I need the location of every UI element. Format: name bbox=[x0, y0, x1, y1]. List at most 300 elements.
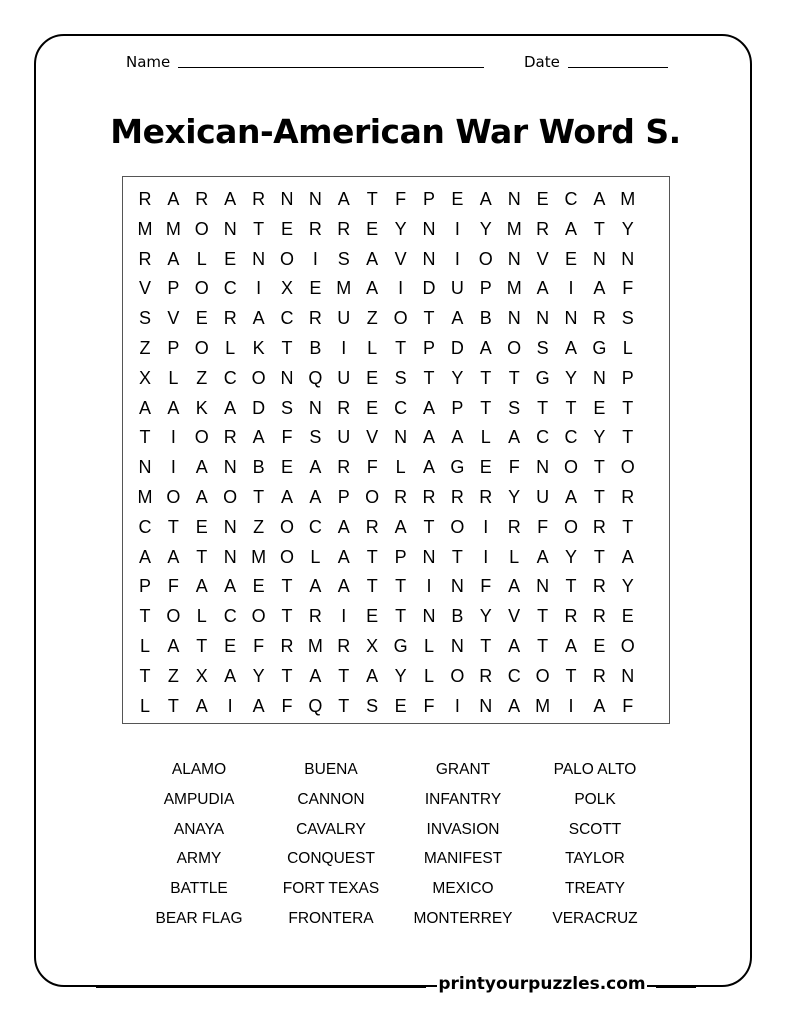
grid-cell[interactable]: T bbox=[593, 457, 605, 478]
grid-cell[interactable]: R bbox=[138, 189, 152, 209]
grid-cell[interactable]: N bbox=[422, 546, 436, 567]
grid-cell[interactable]: K bbox=[195, 397, 208, 418]
grid-cell[interactable]: A bbox=[252, 695, 265, 716]
grid-cell[interactable]: O bbox=[365, 487, 380, 507]
grid-cell[interactable]: T bbox=[139, 665, 151, 686]
grid-cell[interactable]: I bbox=[454, 218, 460, 239]
grid-cell[interactable]: A bbox=[167, 248, 180, 269]
grid-cell[interactable]: N bbox=[223, 546, 237, 567]
grid-cell[interactable]: R bbox=[138, 248, 152, 269]
grid-cell[interactable]: N bbox=[536, 457, 550, 478]
grid-cell[interactable]: A bbox=[309, 457, 322, 478]
grid-cell[interactable]: C bbox=[280, 308, 294, 329]
grid-cell[interactable]: O bbox=[279, 546, 294, 567]
grid-cell[interactable]: R bbox=[337, 457, 351, 478]
grid-cell[interactable]: E bbox=[195, 516, 208, 537]
grid-cell[interactable]: N bbox=[223, 218, 237, 239]
grid-cell[interactable]: A bbox=[564, 338, 577, 358]
grid-cell[interactable]: T bbox=[338, 695, 350, 716]
grid-cell[interactable]: A bbox=[564, 218, 577, 239]
grid-cell[interactable]: R bbox=[592, 308, 606, 329]
grid-cell[interactable]: C bbox=[507, 665, 521, 686]
grid-cell[interactable]: N bbox=[507, 189, 521, 209]
grid-cell[interactable]: A bbox=[195, 487, 208, 507]
grid-cell[interactable]: A bbox=[224, 189, 237, 209]
grid-cell[interactable]: E bbox=[394, 695, 407, 716]
grid-cell[interactable]: L bbox=[139, 636, 150, 656]
grid-cell[interactable]: A bbox=[167, 546, 180, 567]
grid-cell[interactable]: P bbox=[479, 278, 492, 299]
grid-cell[interactable]: A bbox=[479, 338, 492, 358]
grid-cell[interactable]: P bbox=[422, 189, 435, 209]
grid-cell[interactable]: Z bbox=[253, 516, 265, 537]
grid-cell[interactable]: R bbox=[592, 576, 606, 597]
grid-cell[interactable]: I bbox=[170, 457, 176, 478]
grid-cell[interactable]: Z bbox=[196, 367, 208, 388]
grid-cell[interactable]: M bbox=[137, 218, 153, 239]
grid-cell[interactable]: I bbox=[341, 338, 347, 358]
grid-cell[interactable]: E bbox=[593, 397, 606, 418]
grid-cell[interactable]: A bbox=[593, 278, 606, 299]
grid-cell[interactable]: Z bbox=[167, 665, 179, 686]
grid-cell[interactable]: L bbox=[622, 338, 633, 358]
grid-cell[interactable]: A bbox=[422, 397, 435, 418]
grid-cell[interactable]: P bbox=[621, 367, 634, 388]
grid-cell[interactable]: T bbox=[537, 397, 549, 418]
grid-cell[interactable]: N bbox=[308, 189, 322, 209]
grid-cell[interactable]: A bbox=[508, 636, 521, 656]
date-field[interactable] bbox=[568, 67, 668, 68]
grid-cell[interactable]: E bbox=[224, 248, 237, 269]
grid-cell[interactable]: N bbox=[536, 576, 550, 597]
grid-cell[interactable]: V bbox=[536, 248, 549, 269]
grid-cell[interactable]: O bbox=[450, 516, 465, 537]
grid-cell[interactable]: N bbox=[621, 248, 635, 269]
grid-cell[interactable]: Y bbox=[593, 427, 606, 448]
grid-cell[interactable]: F bbox=[622, 695, 634, 716]
grid-cell[interactable]: X bbox=[280, 278, 293, 299]
grid-cell[interactable]: M bbox=[506, 278, 522, 299]
grid-cell[interactable]: T bbox=[139, 606, 151, 627]
grid-cell[interactable]: R bbox=[337, 218, 351, 239]
grid-cell[interactable]: O bbox=[251, 606, 266, 627]
grid-cell[interactable]: P bbox=[394, 546, 407, 567]
grid-cell[interactable]: O bbox=[620, 457, 635, 478]
grid-cell[interactable]: N bbox=[450, 636, 464, 656]
grid-cell[interactable]: E bbox=[366, 218, 379, 239]
grid-cell[interactable]: F bbox=[253, 636, 265, 656]
grid-cell[interactable]: S bbox=[280, 397, 293, 418]
grid-cell[interactable]: N bbox=[280, 189, 294, 209]
grid-cell[interactable]: N bbox=[223, 516, 237, 537]
grid-cell[interactable]: M bbox=[506, 218, 522, 239]
grid-cell[interactable]: R bbox=[592, 606, 606, 627]
grid-cell[interactable]: A bbox=[309, 576, 322, 597]
grid-cell[interactable]: A bbox=[508, 427, 521, 448]
grid-cell[interactable]: N bbox=[564, 308, 578, 329]
grid-cell[interactable]: C bbox=[223, 278, 237, 299]
grid-cell[interactable]: A bbox=[309, 487, 322, 507]
grid-cell[interactable]: L bbox=[225, 338, 236, 358]
grid-cell[interactable]: R bbox=[479, 665, 493, 686]
grid-cell[interactable]: T bbox=[565, 576, 577, 597]
grid-cell[interactable]: Y bbox=[252, 665, 265, 686]
grid-cell[interactable]: A bbox=[564, 487, 577, 507]
grid-cell[interactable]: X bbox=[195, 665, 208, 686]
grid-cell[interactable]: R bbox=[223, 427, 237, 448]
grid-cell[interactable]: T bbox=[480, 636, 492, 656]
grid-cell[interactable]: I bbox=[398, 278, 404, 299]
grid-cell[interactable]: E bbox=[366, 397, 379, 418]
grid-cell[interactable]: D bbox=[422, 278, 436, 299]
grid-cell[interactable]: M bbox=[307, 636, 323, 656]
grid-cell[interactable]: Y bbox=[508, 487, 521, 507]
grid-cell[interactable]: A bbox=[451, 427, 464, 448]
grid-cell[interactable]: X bbox=[138, 367, 151, 388]
grid-cell[interactable]: I bbox=[568, 695, 574, 716]
grid-cell[interactable]: P bbox=[167, 278, 180, 299]
grid-cell[interactable]: N bbox=[308, 397, 322, 418]
grid-cell[interactable]: N bbox=[394, 427, 408, 448]
grid-cell[interactable]: A bbox=[536, 278, 549, 299]
grid-cell[interactable]: A bbox=[138, 546, 151, 567]
grid-cell[interactable]: L bbox=[423, 636, 434, 656]
grid-cell[interactable]: S bbox=[621, 308, 634, 329]
grid-cell[interactable]: G bbox=[592, 338, 607, 358]
grid-cell[interactable]: T bbox=[395, 606, 407, 627]
grid-cell[interactable]: R bbox=[621, 487, 635, 507]
grid-cell[interactable]: M bbox=[535, 695, 551, 716]
grid-cell[interactable]: N bbox=[592, 248, 606, 269]
grid-cell[interactable]: V bbox=[366, 427, 379, 448]
grid-cell[interactable]: A bbox=[337, 546, 350, 567]
grid-cell[interactable]: O bbox=[279, 516, 294, 537]
grid-cell[interactable]: D bbox=[252, 397, 266, 418]
grid-cell[interactable]: T bbox=[366, 546, 378, 567]
grid-cell[interactable]: A bbox=[280, 487, 293, 507]
grid-cell[interactable]: A bbox=[195, 695, 208, 716]
grid-cell[interactable]: E bbox=[195, 308, 208, 329]
grid-cell[interactable]: T bbox=[281, 338, 293, 358]
grid-cell[interactable]: A bbox=[337, 576, 350, 597]
grid-cell[interactable]: I bbox=[483, 546, 489, 567]
grid-cell[interactable]: Y bbox=[394, 218, 407, 239]
grid-cell[interactable]: O bbox=[251, 367, 266, 388]
grid-cell[interactable]: T bbox=[593, 218, 605, 239]
grid-cell[interactable]: I bbox=[454, 695, 460, 716]
grid-cell[interactable]: M bbox=[165, 218, 181, 239]
grid-cell[interactable]: S bbox=[536, 338, 549, 358]
grid-cell[interactable]: R bbox=[195, 189, 209, 209]
grid-cell[interactable]: F bbox=[508, 457, 520, 478]
grid-cell[interactable]: T bbox=[253, 487, 265, 507]
grid-cell[interactable]: L bbox=[480, 427, 491, 448]
grid-cell[interactable]: P bbox=[167, 338, 180, 358]
grid-cell[interactable]: E bbox=[280, 457, 293, 478]
grid-cell[interactable]: T bbox=[508, 367, 520, 388]
grid-cell[interactable]: A bbox=[252, 427, 265, 448]
grid-cell[interactable]: K bbox=[252, 338, 265, 358]
grid-cell[interactable]: L bbox=[196, 606, 207, 627]
grid-cell[interactable]: A bbox=[309, 665, 322, 686]
grid-cell[interactable]: O bbox=[620, 636, 635, 656]
grid-cell[interactable]: T bbox=[565, 397, 577, 418]
grid-cell[interactable]: T bbox=[196, 546, 208, 567]
grid-cell[interactable]: A bbox=[593, 695, 606, 716]
grid-cell[interactable]: T bbox=[480, 397, 492, 418]
grid-cell[interactable]: N bbox=[252, 248, 266, 269]
grid-cell[interactable]: I bbox=[483, 516, 489, 537]
grid-cell[interactable]: I bbox=[227, 695, 233, 716]
grid-cell[interactable]: E bbox=[621, 606, 634, 627]
grid-cell[interactable]: T bbox=[537, 636, 549, 656]
grid-cell[interactable]: E bbox=[309, 278, 322, 299]
grid-cell[interactable]: N bbox=[621, 665, 635, 686]
grid-cell[interactable]: P bbox=[451, 397, 464, 418]
grid-cell[interactable]: S bbox=[337, 248, 350, 269]
grid-cell[interactable]: T bbox=[281, 576, 293, 597]
grid-cell[interactable]: R bbox=[337, 636, 351, 656]
grid-cell[interactable]: T bbox=[167, 695, 179, 716]
grid-cell[interactable]: O bbox=[478, 248, 493, 269]
grid-cell[interactable]: N bbox=[450, 576, 464, 597]
grid-cell[interactable]: R bbox=[450, 487, 464, 507]
grid-cell[interactable]: T bbox=[622, 397, 634, 418]
grid-cell[interactable]: F bbox=[167, 576, 179, 597]
grid-cell[interactable]: F bbox=[423, 695, 435, 716]
grid-cell[interactable]: T bbox=[395, 576, 407, 597]
grid-cell[interactable]: R bbox=[394, 487, 408, 507]
grid-cell[interactable]: F bbox=[622, 278, 634, 299]
grid-cell[interactable]: M bbox=[251, 546, 267, 567]
grid-cell[interactable]: G bbox=[393, 636, 408, 656]
grid-cell[interactable]: R bbox=[365, 516, 379, 537]
grid-cell[interactable]: T bbox=[622, 427, 634, 448]
grid-cell[interactable]: F bbox=[395, 189, 407, 209]
grid-cell[interactable]: Y bbox=[621, 218, 634, 239]
grid-cell[interactable]: T bbox=[423, 308, 435, 329]
grid-cell[interactable]: G bbox=[535, 367, 550, 388]
grid-cell[interactable]: O bbox=[563, 457, 578, 478]
grid-cell[interactable]: S bbox=[508, 397, 521, 418]
grid-cell[interactable]: P bbox=[337, 487, 350, 507]
grid-cell[interactable]: T bbox=[423, 367, 435, 388]
grid-cell[interactable]: Q bbox=[308, 367, 323, 388]
grid-cell[interactable]: B bbox=[252, 457, 265, 478]
grid-cell[interactable]: V bbox=[167, 308, 180, 329]
grid-cell[interactable]: R bbox=[592, 516, 606, 537]
grid-cell[interactable]: O bbox=[393, 308, 408, 329]
grid-cell[interactable]: V bbox=[394, 248, 407, 269]
grid-cell[interactable]: A bbox=[224, 576, 237, 597]
grid-cell[interactable]: Y bbox=[451, 367, 464, 388]
grid-cell[interactable]: Q bbox=[308, 695, 323, 716]
grid-cell[interactable]: A bbox=[422, 457, 435, 478]
grid-cell[interactable]: V bbox=[138, 278, 151, 299]
grid-cell[interactable]: R bbox=[592, 665, 606, 686]
grid-cell[interactable]: Z bbox=[139, 338, 151, 358]
grid-cell[interactable]: A bbox=[224, 665, 237, 686]
grid-cell[interactable]: I bbox=[341, 606, 347, 627]
grid-cell[interactable]: E bbox=[366, 606, 379, 627]
grid-cell[interactable]: L bbox=[196, 248, 207, 269]
grid-cell[interactable]: A bbox=[167, 397, 180, 418]
grid-cell[interactable]: I bbox=[312, 248, 318, 269]
grid-cell[interactable]: A bbox=[508, 695, 521, 716]
grid-cell[interactable]: R bbox=[252, 189, 266, 209]
grid-cell[interactable]: L bbox=[310, 546, 321, 567]
grid-cell[interactable]: T bbox=[622, 516, 634, 537]
grid-cell[interactable]: N bbox=[422, 606, 436, 627]
grid-cell[interactable]: N bbox=[507, 248, 521, 269]
grid-cell[interactable]: N bbox=[422, 218, 436, 239]
grid-cell[interactable]: B bbox=[451, 606, 464, 627]
grid-cell[interactable]: A bbox=[536, 546, 549, 567]
grid-cell[interactable]: F bbox=[366, 457, 378, 478]
grid-cell[interactable]: R bbox=[337, 397, 351, 418]
grid-cell[interactable]: C bbox=[308, 516, 322, 537]
grid-cell[interactable]: A bbox=[195, 576, 208, 597]
grid-cell[interactable]: A bbox=[366, 278, 379, 299]
grid-cell[interactable]: T bbox=[537, 606, 549, 627]
grid-cell[interactable]: C bbox=[223, 606, 237, 627]
grid-cell[interactable]: N bbox=[280, 367, 294, 388]
grid-cell[interactable]: O bbox=[507, 338, 522, 358]
grid-cell[interactable]: R bbox=[479, 487, 493, 507]
grid-cell[interactable]: A bbox=[564, 636, 577, 656]
grid-cell[interactable]: I bbox=[426, 576, 432, 597]
grid-cell[interactable]: C bbox=[138, 516, 152, 537]
grid-cell[interactable]: E bbox=[366, 367, 379, 388]
grid-cell[interactable]: S bbox=[138, 308, 151, 329]
grid-cell[interactable]: A bbox=[394, 516, 407, 537]
grid-cell[interactable]: E bbox=[479, 457, 492, 478]
grid-cell[interactable]: A bbox=[366, 248, 379, 269]
grid-cell[interactable]: E bbox=[224, 636, 237, 656]
grid-cell[interactable]: A bbox=[508, 576, 521, 597]
grid-cell[interactable]: E bbox=[593, 636, 606, 656]
grid-cell[interactable]: U bbox=[337, 308, 351, 329]
grid-cell[interactable]: C bbox=[536, 427, 550, 448]
grid-cell[interactable]: X bbox=[366, 636, 379, 656]
grid-cell[interactable]: T bbox=[253, 218, 265, 239]
grid-cell[interactable]: R bbox=[308, 308, 322, 329]
grid-cell[interactable]: U bbox=[450, 278, 464, 299]
grid-cell[interactable]: C bbox=[564, 427, 578, 448]
grid-cell[interactable]: C bbox=[564, 189, 578, 209]
grid-cell[interactable]: L bbox=[423, 665, 434, 686]
grid-cell[interactable]: Y bbox=[394, 665, 407, 686]
grid-cell[interactable]: M bbox=[137, 487, 153, 507]
grid-cell[interactable]: N bbox=[592, 367, 606, 388]
grid-cell[interactable]: T bbox=[565, 665, 577, 686]
grid-cell[interactable]: R bbox=[564, 606, 578, 627]
grid-cell[interactable]: N bbox=[507, 308, 521, 329]
grid-cell[interactable]: A bbox=[337, 189, 350, 209]
grid-cell[interactable]: E bbox=[280, 218, 293, 239]
grid-cell[interactable]: R bbox=[308, 606, 322, 627]
grid-cell[interactable]: A bbox=[195, 457, 208, 478]
grid-cell[interactable]: O bbox=[194, 218, 209, 239]
grid-cell[interactable]: O bbox=[194, 427, 209, 448]
grid-cell[interactable]: T bbox=[338, 665, 350, 686]
grid-cell[interactable]: N bbox=[422, 248, 436, 269]
grid-cell[interactable]: Y bbox=[479, 218, 492, 239]
grid-cell[interactable]: O bbox=[166, 487, 181, 507]
grid-cell[interactable]: I bbox=[256, 278, 262, 299]
grid-cell[interactable]: R bbox=[422, 487, 436, 507]
grid-cell[interactable]: P bbox=[138, 576, 151, 597]
grid-cell[interactable]: N bbox=[223, 457, 237, 478]
grid-cell[interactable]: T bbox=[480, 367, 492, 388]
grid-cell[interactable]: B bbox=[309, 338, 322, 358]
grid-cell[interactable]: M bbox=[336, 278, 352, 299]
grid-cell[interactable]: T bbox=[451, 546, 463, 567]
grid-cell[interactable]: C bbox=[394, 397, 408, 418]
grid-cell[interactable]: A bbox=[621, 546, 634, 567]
grid-cell[interactable]: L bbox=[139, 695, 150, 716]
grid-cell[interactable]: F bbox=[281, 695, 293, 716]
grid-cell[interactable]: E bbox=[451, 189, 464, 209]
grid-cell[interactable]: T bbox=[593, 546, 605, 567]
grid-cell[interactable]: G bbox=[450, 457, 465, 478]
grid-cell[interactable]: O bbox=[166, 606, 181, 627]
grid-cell[interactable]: O bbox=[535, 665, 550, 686]
grid-cell[interactable]: O bbox=[194, 338, 209, 358]
grid-cell[interactable]: T bbox=[167, 516, 179, 537]
grid-cell[interactable]: I bbox=[170, 427, 176, 448]
grid-cell[interactable]: F bbox=[281, 427, 293, 448]
grid-cell[interactable]: A bbox=[479, 189, 492, 209]
grid-cell[interactable]: S bbox=[366, 695, 379, 716]
grid-cell[interactable]: T bbox=[281, 665, 293, 686]
grid-cell[interactable]: L bbox=[367, 338, 378, 358]
grid-cell[interactable]: D bbox=[450, 338, 464, 358]
grid-cell[interactable]: R bbox=[280, 636, 294, 656]
grid-cell[interactable]: E bbox=[252, 576, 265, 597]
name-field[interactable] bbox=[178, 67, 484, 68]
grid-cell[interactable]: A bbox=[366, 665, 379, 686]
grid-cell[interactable]: Y bbox=[621, 576, 634, 597]
grid-cell[interactable]: A bbox=[138, 397, 151, 418]
grid-cell[interactable]: A bbox=[224, 397, 237, 418]
grid-cell[interactable]: T bbox=[196, 636, 208, 656]
grid-cell[interactable]: A bbox=[337, 516, 350, 537]
grid-cell[interactable]: T bbox=[366, 576, 378, 597]
grid-cell[interactable]: N bbox=[536, 308, 550, 329]
grid-cell[interactable]: A bbox=[422, 427, 435, 448]
grid-cell[interactable]: B bbox=[479, 308, 492, 329]
grid-cell[interactable]: F bbox=[537, 516, 549, 537]
grid-cell[interactable]: E bbox=[536, 189, 549, 209]
grid-cell[interactable]: L bbox=[168, 367, 179, 388]
grid-cell[interactable]: Z bbox=[366, 308, 378, 329]
grid-cell[interactable]: L bbox=[509, 546, 520, 567]
grid-cell[interactable]: F bbox=[480, 576, 492, 597]
grid-cell[interactable]: L bbox=[395, 457, 406, 478]
grid-cell[interactable]: R bbox=[223, 308, 237, 329]
grid-cell[interactable]: A bbox=[167, 636, 180, 656]
grid-cell[interactable]: T bbox=[423, 516, 435, 537]
grid-cell[interactable]: N bbox=[138, 457, 152, 478]
grid-cell[interactable]: P bbox=[422, 338, 435, 358]
grid-cell[interactable]: A bbox=[167, 189, 180, 209]
grid-cell[interactable]: T bbox=[139, 427, 151, 448]
grid-cell[interactable]: O bbox=[223, 487, 238, 507]
grid-cell[interactable]: S bbox=[394, 367, 407, 388]
grid-cell[interactable]: T bbox=[395, 338, 407, 358]
grid-cell[interactable]: V bbox=[508, 606, 521, 627]
